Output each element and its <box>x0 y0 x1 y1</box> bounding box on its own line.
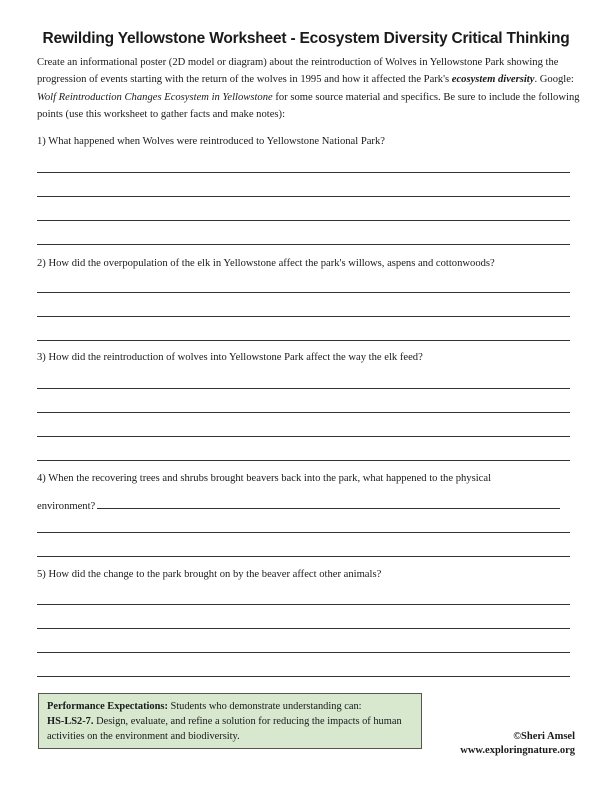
worksheet-title: Rewilding Yellowstone Worksheet - Ecosystem Diversity Critical Thinking <box>42 30 570 47</box>
question-4-line-2: environment? <box>37 501 96 512</box>
author-credit: ©Sheri Amsel <box>513 731 575 742</box>
answer-line[interactable] <box>37 172 570 173</box>
performance-heading: Performance Expectations: <box>47 701 168 712</box>
question-2: 2) How did the overpopulation of the elk in Yellowstone affect the park's willows, aspens and cottonwoods? <box>37 258 495 269</box>
intro-text-3: for some source material and specifics. Be sure to include the following points (use this worksheet to gather facts and make notes): <box>37 91 580 120</box>
answer-line[interactable] <box>37 316 570 317</box>
performance-text-1: Students who demonstrate understanding can: <box>167 701 362 712</box>
intro-text-1: Create an informational poster (2D model or diagram) about the reintroduction of Wolves in Yellowstone Park showing the progression of events starting with the return of the wolves in 1995 and how it affected the Park's <box>37 57 559 86</box>
question-4: 4) When the recovering trees and shrubs brought beavers back into the park, what happened to the physical <box>37 473 492 484</box>
credit-block <box>460 730 575 758</box>
question-3: 3) How did the reintroduction of wolves into Yellowstone Park affect the way the elk feed? <box>37 352 423 363</box>
answer-line[interactable] <box>37 220 570 221</box>
question-1: 1) What happened when Wolves were reintroduced to Yellowstone National Park? <box>37 136 385 147</box>
standard-code: HS-LS2-7. <box>47 716 94 727</box>
intro-search-phrase: Wolf Reintroduction Changes Ecosystem in Yellowstone <box>37 91 273 103</box>
answer-line[interactable] <box>37 388 570 389</box>
performance-expectations-box <box>38 693 422 749</box>
answer-line[interactable] <box>37 652 570 653</box>
website-credit: www.exploringnature.org <box>460 745 575 756</box>
performance-text-2: Design, evaluate, and refine a solution for reducing the impacts of human activities on the environment and biodiversity. <box>47 716 402 742</box>
answer-line[interactable] <box>37 460 570 461</box>
answer-line[interactable] <box>37 628 570 629</box>
answer-line[interactable] <box>37 532 570 533</box>
answer-line[interactable] <box>37 412 570 413</box>
answer-line[interactable] <box>37 556 570 557</box>
answer-line[interactable] <box>37 244 570 245</box>
answer-line[interactable] <box>37 196 570 197</box>
question-4-continued <box>37 497 560 512</box>
question-5: 5) How did the change to the park brought on by the beaver affect other animals? <box>37 569 382 580</box>
intro-text-2: . Google: <box>534 74 574 86</box>
answer-line[interactable] <box>37 292 570 293</box>
intro-ecosystem-diversity: ecosystem diversity <box>451 74 535 86</box>
answer-line[interactable] <box>37 676 570 677</box>
answer-line[interactable] <box>37 436 570 437</box>
answer-line[interactable] <box>37 340 570 341</box>
answer-line[interactable] <box>37 604 570 605</box>
intro-paragraph <box>37 54 582 123</box>
answer-line-inline[interactable] <box>97 497 560 509</box>
